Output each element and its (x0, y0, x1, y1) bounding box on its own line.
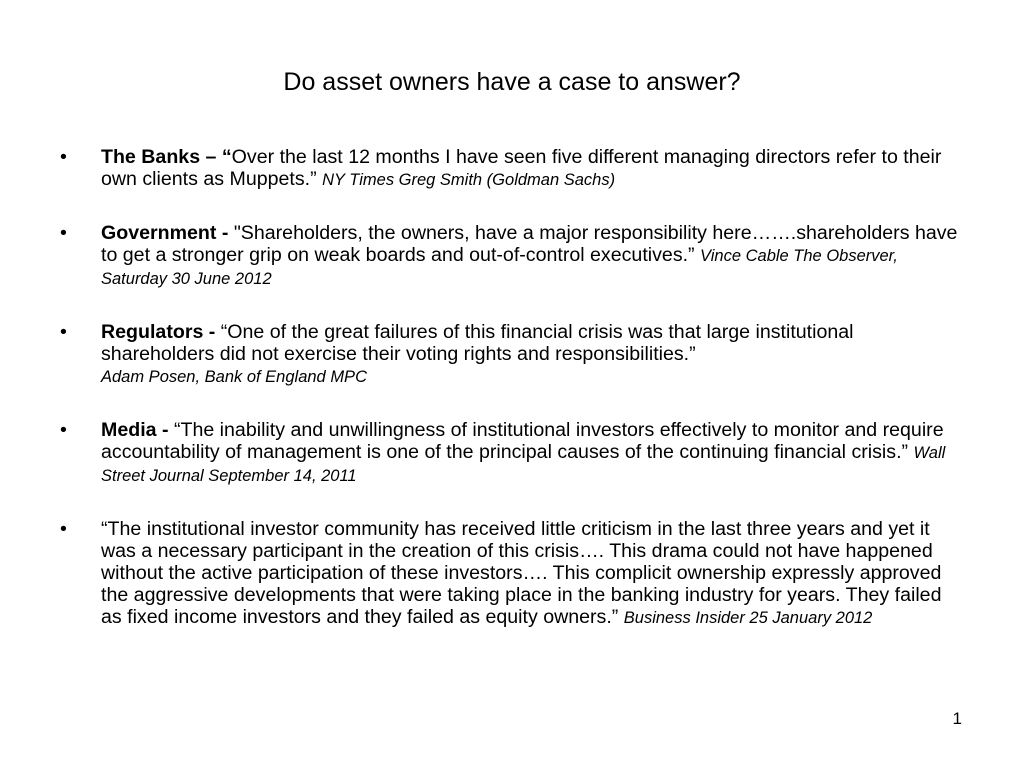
quote-source: Business Insider 25 January 2012 (623, 609, 873, 627)
bullet-icon: • (60, 419, 67, 441)
bullet-item-banks (60, 146, 965, 191)
bullet-item-business-insider (60, 518, 965, 629)
quote-source: Adam Posen, Bank of England MPC (101, 368, 367, 386)
page-number: 1 (952, 709, 962, 728)
bullet-item-media (60, 419, 965, 487)
bullet-icon: • (60, 222, 67, 244)
bullet-icon: • (60, 321, 67, 343)
bullet-icon: • (60, 146, 67, 168)
quote-text: “The institutional investor community has received little criticism in the last three years and yet it was a necessary participant in the creation of this crisis…. This drama could not have happened without the active participation of these investors…. This complicit ownership expressly approved the aggressive developments that were taking place in the banking industry for years. They failed as fixed income investors and they failed as equity owners.” (101, 518, 942, 628)
quote-source: NY Times Greg Smith (Goldman Sachs) (322, 171, 616, 189)
speaker-label: The Banks – “ (101, 146, 232, 168)
quote-source: Wall Street Journal September 14, 2011 (101, 444, 946, 485)
bullet-item-government (60, 222, 965, 290)
bullet-item-regulators (60, 321, 965, 388)
bullet-icon: • (60, 518, 67, 540)
quote-text: “The inability and unwillingness of institutional investors effectively to monitor and require accountability of management is one of the principal causes of the continuing financial crisis.” (101, 419, 944, 463)
quote-text: "Shareholders, the owners, have a major responsibility here…….shareholders have to get a stronger grip on weak boards and out-of-control executives.” (101, 222, 958, 266)
quote-list (60, 146, 965, 629)
quote-source: Vince Cable The Observer, Saturday 30 June 2012 (101, 247, 898, 288)
quote-text: Over the last 12 months I have seen five different managing directors refer to their own clients as Muppets.” (101, 146, 942, 190)
speaker-label: Regulators - (101, 321, 216, 343)
quote-text: “One of the great failures of this financial crisis was that large institutional shareholders did not exercise their voting rights and responsibilities.” (101, 321, 854, 365)
speaker-label: Media - (101, 419, 169, 441)
slide-title: Do asset owners have a case to answer? (283, 68, 741, 96)
speaker-label: Government - (101, 222, 229, 244)
